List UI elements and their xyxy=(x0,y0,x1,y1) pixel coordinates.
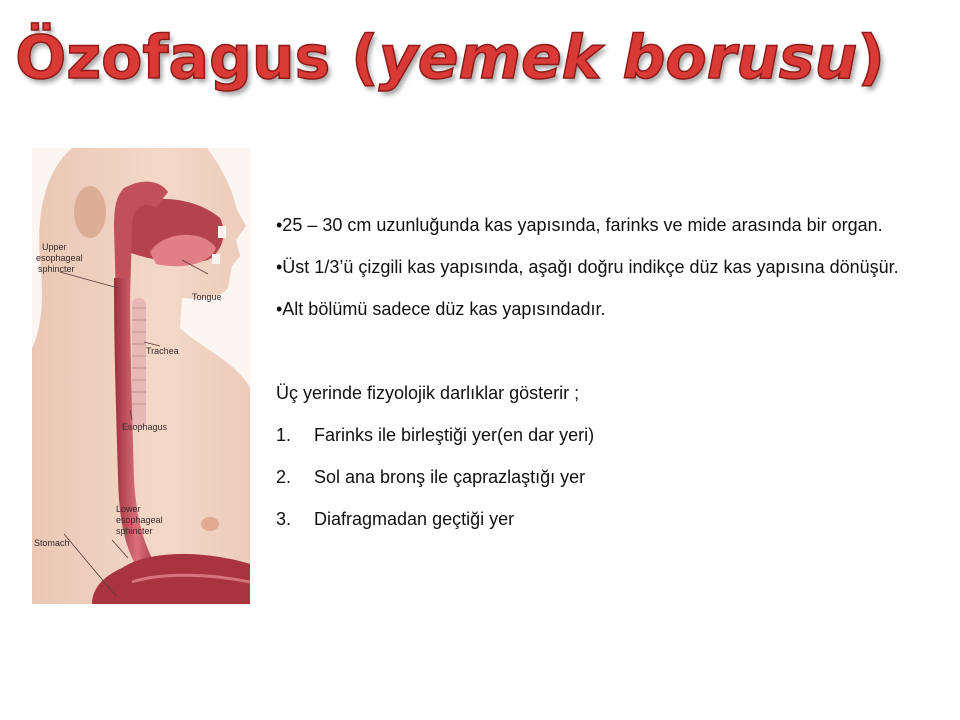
label-trachea: Trachea xyxy=(146,346,179,356)
list-text: Farinks ile birleştiği yer(en dar yeri) xyxy=(314,425,595,445)
bullet-3: •Alt bölümü sadece düz kas yapısındadır. xyxy=(276,299,606,319)
trachea-shape xyxy=(132,298,146,428)
teeth-lower xyxy=(212,254,220,264)
label-upper-sphincter-3: sphincter xyxy=(38,264,75,274)
esophagus-illustration xyxy=(32,148,250,604)
ear-shape xyxy=(74,186,106,238)
list-number: 3. xyxy=(276,509,292,529)
bullet-2: •Üst 1/3’ü çizgili kas yapısında, aşağı doğru indikçe düz kas yapısına dönüşür. xyxy=(276,257,899,277)
label-tongue: Tongue xyxy=(192,292,222,302)
teeth-upper xyxy=(218,226,226,238)
label-esophagus: Esophagus xyxy=(122,422,168,432)
list-text: Sol ana bronş ile çaprazlaştığı yer xyxy=(314,467,586,487)
anatomy-svg xyxy=(32,148,250,604)
spacer xyxy=(276,330,936,372)
slide-body xyxy=(276,204,936,540)
list-number: 1. xyxy=(276,425,292,445)
label-upper-sphincter-2: esophageal xyxy=(36,253,83,263)
label-lower-sphincter-3: sphincter xyxy=(116,526,153,536)
intro-text: Üç yerinde fizyolojik darlıklar gösterir ; xyxy=(276,383,580,403)
title-main: Özofagus ( xyxy=(15,23,379,93)
slide-title xyxy=(0,23,930,93)
label-lower-sphincter-2: esophageal xyxy=(116,515,163,525)
list-text: Diafragmadan geçtiği yer xyxy=(314,509,515,529)
list-number: 2. xyxy=(276,467,292,487)
label-lower-sphincter-1: Lower xyxy=(116,504,141,514)
list-item xyxy=(276,498,936,540)
list-item xyxy=(276,414,936,456)
title-close: ) xyxy=(857,23,885,93)
label-stomach: Stomach xyxy=(34,538,70,548)
label-upper-sphincter-1: Upper xyxy=(42,242,67,252)
bullet-1: •25 – 30 cm uzunluğunda kas yapısında, farinks ve mide arasında bir organ. xyxy=(276,215,883,235)
title-italic: yemek borusu xyxy=(378,23,858,93)
list-item xyxy=(276,456,936,498)
nipple-shape xyxy=(201,517,219,531)
